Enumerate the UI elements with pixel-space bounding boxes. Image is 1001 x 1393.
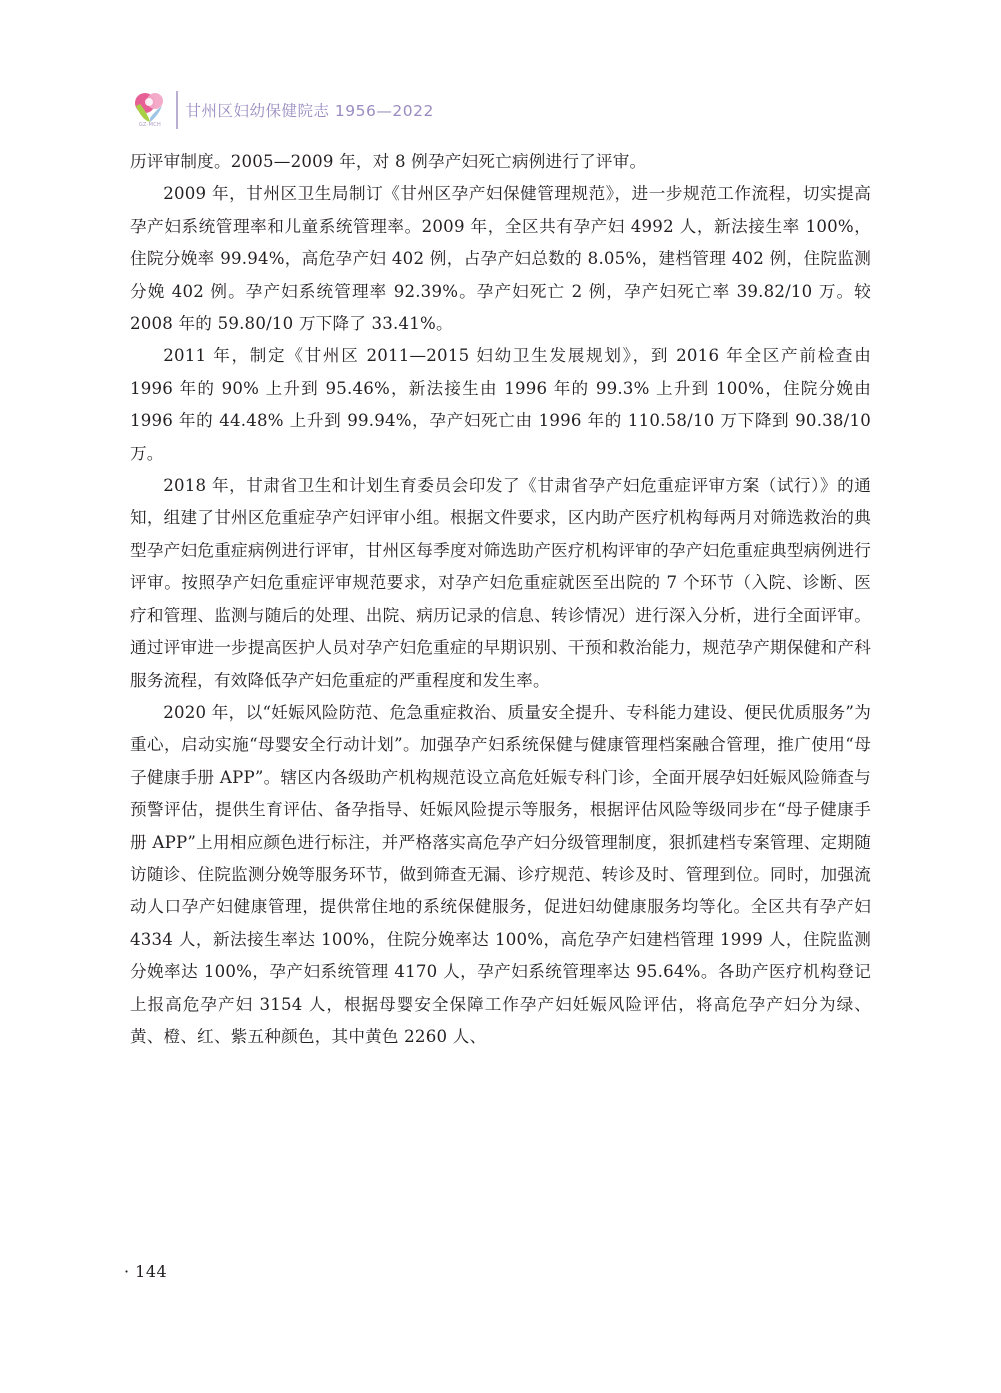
paragraph: 2009 年，甘州区卫生局制订《甘州区孕产妇保健管理规范》，进一步规范工作流程，切实提高孕产妇系统管理率和儿童系统管理率。2009 年，全区共有孕产妇 4992 人，新法接生率 100%，住院分娩率 99.94%，高危孕产妇 402 例，占孕产妇总数的 8.05%，建档管理 402 例，住院监测分娩 402 例。孕产妇系统管理率 92.39%。孕产妇死亡 2 例，孕产妇死亡率 39.82/10 万。较 2008 年的 59.80/10 万下降了 33.41%。 [130,184,871,334]
page-header [128,88,434,132]
logo [128,88,172,132]
paragraph: 2018 年，甘肃省卫生和计划生育委员会印发了《甘肃省孕产妇危重症评审方案（试行）》的通知，组建了甘州区危重症孕产妇评审小组。根据文件要求，区内助产医疗机构每两月对筛选救治的典型孕产妇危重症病例进行评审，甘州区每季度对筛选助产医疗机构评审的孕产妇危重症典型病例进行评审。按照孕产妇危重症评审规范要求，对孕产妇危重症就医至出院的 7 个环节（入院、诊断、医疗和管理、监测与随后的处理、出院、病历记录的信息、转诊情况）进行深入分析，进行全面评审。通过评审进一步提高医护人员对孕产妇危重症的早期识别、干预和救治能力，规范孕产期保健和产科服务流程，有效降低孕产妇危重症的严重程度和发生率。 [130,476,871,690]
logo-text: GZ·MCH [138,122,162,128]
header-divider [176,91,178,129]
header-title: 甘州区妇幼保健院志 1956—2022 [185,102,434,120]
paragraph: 2011 年，制定《甘州区 2011—2015 妇幼卫生发展规划》，到 2016 年全区产前检查由 1996 年的 90% 上升到 95.46%，新法接生由 1996 年的 99.3% 上升到 100%，住院分娩由 1996 年的 44.48% 上升到 99.94%，孕产妇死亡由 1996 年的 110.58/10 万下降到 90.38/10 万。 [130,346,871,463]
page-number: · 144 [124,1262,168,1281]
paragraph: 2020 年，以“妊娠风险防范、危急重症救治、质量安全提升、专科能力建设、便民优质服务”为重心，启动实施“母婴安全行动计划”。加强孕产妇系统保健与健康管理档案融合管理，推广使用“母子健康手册 APP”。辖区内各级助产机构规范设立高危妊娠专科门诊，全面开展孕妇妊娠风险筛查与预警评估，提供生育评估、备孕指导、妊娠风险提示等服务，根据评估风险等级同步在“母子健康手册 APP”上用相应颜色进行标注，并严格落实高危孕产妇分级管理制度，狠抓建档专案管理、定期随访随诊、住院监测分娩等服务环节，做到筛查无漏、诊疗规范、转诊及时、管理到位。同时，加强流动人口孕产妇健康管理，提供常住地的系统保健服务，促进妇幼健康服务均等化。全区共有孕产妇 4334 人，新法接生率达 100%，住院分娩率达 100%，高危孕产妇建档管理 1999 人，住院监测分娩率达 100%，孕产妇系统管理 4170 人，孕产妇系统管理率达 95.64%。各助产医疗机构登记上报高危孕产妇 3154 人，根据母婴安全保障工作孕产妇妊娠风险评估，将高危孕产妇分为绿、黄、橙、红、紫五种颜色，其中黄色 2260 人、 [130,702,871,1046]
paragraph: 历评审制度。2005—2009 年，对 8 例孕产妇死亡病例进行了评审。 [130,152,647,171]
body-text [130,146,871,1053]
